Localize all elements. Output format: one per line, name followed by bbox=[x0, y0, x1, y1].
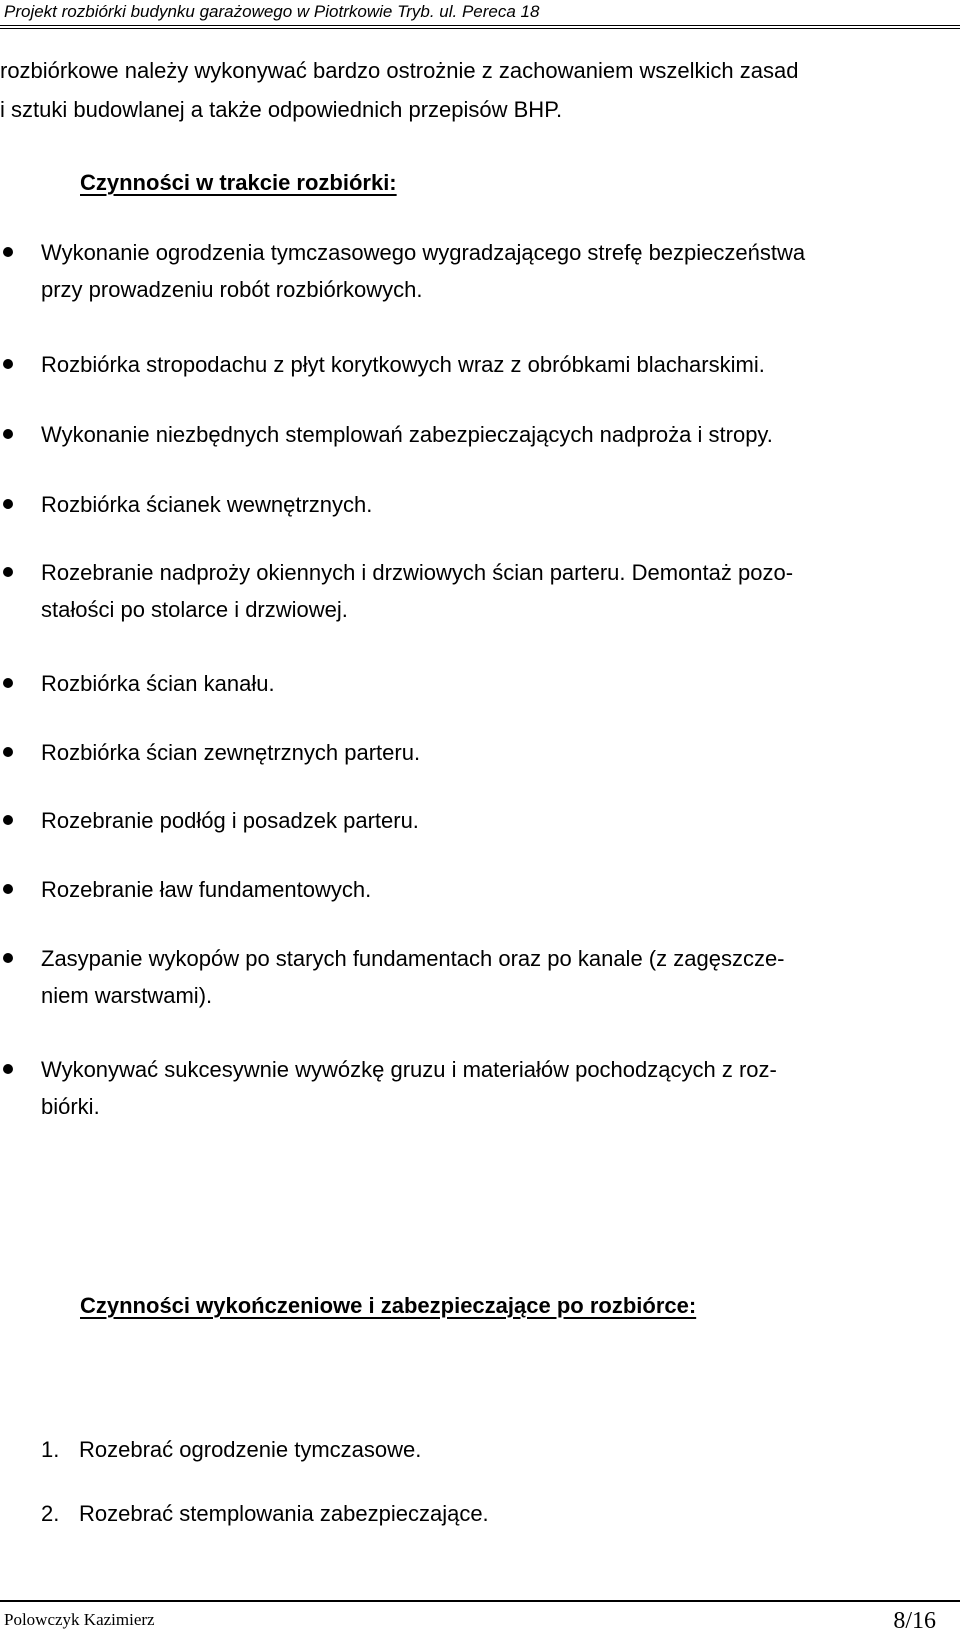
footer-author: Polowczyk Kazimierz bbox=[4, 1610, 155, 1629]
bullet-icon bbox=[3, 747, 13, 757]
bullet-icon bbox=[3, 953, 13, 963]
list-item-text: Rozbiórka ścianek wewnętrznych. bbox=[41, 492, 373, 517]
list-item-text: Rozbiórka ścian zewnętrznych parteru. bbox=[41, 740, 421, 765]
section-heading-demolition: Czynności w trakcie rozbiórki: bbox=[80, 170, 397, 195]
bullet-icon bbox=[3, 247, 13, 257]
bullet-icon bbox=[3, 359, 13, 369]
list-item-text: Wykonanie niezbędnych stemplowań zabezpieczających nadproża i stropy. bbox=[41, 422, 773, 447]
item-text: Rozebrać ogrodzenie tymczasowe. bbox=[79, 1437, 422, 1462]
list-item-text: Rozebranie ław fundamentowych. bbox=[41, 877, 372, 902]
list-item-text: Rozbiórka ścian kanału. bbox=[41, 671, 275, 696]
bullet-icon bbox=[3, 678, 13, 688]
list-item-text: Zasypanie wykopów po starych fundamentach oraz po kanale (z zagęszcze- niem warstwami). bbox=[41, 946, 785, 1008]
intro-line-2: i sztuki budowlanej a także odpowiednich przepisów BHP. bbox=[0, 97, 563, 122]
bullet-icon bbox=[3, 1064, 13, 1074]
list-item-text: Wykonywać sukcesywnie wywózkę gruzu i materiałów pochodzących z roz- biórki. bbox=[41, 1057, 777, 1119]
item-text: Rozebrać stemplowania zabezpieczające. bbox=[79, 1501, 489, 1526]
list-item-text: Wykonanie ogrodzenia tymczasowego wygradzającego strefę bezpieczeństwa przy prowadzeniu robót rozbiórkowych. bbox=[41, 240, 806, 302]
bullet-icon bbox=[3, 815, 13, 825]
bullet-icon bbox=[3, 499, 13, 509]
header-title: Projekt rozbiórki budynku garażowego w Piotrkowie Tryb. ul. Pereca 18 bbox=[4, 2, 540, 21]
bullet-icon bbox=[3, 567, 13, 577]
page-footer bbox=[0, 1600, 960, 1636]
intro-line-1: rozbiórkowe należy wykonywać bardzo ostrożnie z zachowaniem wszelkich zasad bbox=[0, 58, 799, 83]
list-item-text: Rozebranie podłóg i posadzek parteru. bbox=[41, 808, 419, 833]
footer-rule bbox=[0, 1600, 960, 1602]
list-item-text: Rozebranie nadproży okiennych i drzwiowych ścian parteru. Demontaż pozo- stałości po stolarce i drzwiowej. bbox=[41, 560, 794, 622]
item-number: 1. bbox=[41, 1437, 60, 1462]
header-rule bbox=[0, 25, 960, 26]
bullet-icon bbox=[3, 429, 13, 439]
item-number: 2. bbox=[41, 1501, 60, 1526]
bullet-icon bbox=[3, 884, 13, 894]
list-item-text: Rozbiórka stropodachu z płyt korytkowych wraz z obróbkami blacharskimi. bbox=[41, 352, 765, 377]
page-number: 8/16 bbox=[893, 1608, 936, 1634]
header-rule-secondary bbox=[0, 28, 960, 29]
page-header bbox=[0, 0, 960, 30]
numbered-item bbox=[41, 1435, 421, 1465]
numbered-item bbox=[41, 1499, 489, 1529]
section-heading-finishing: Czynności wykończeniowe i zabezpieczające po rozbiórce: bbox=[80, 1293, 697, 1318]
